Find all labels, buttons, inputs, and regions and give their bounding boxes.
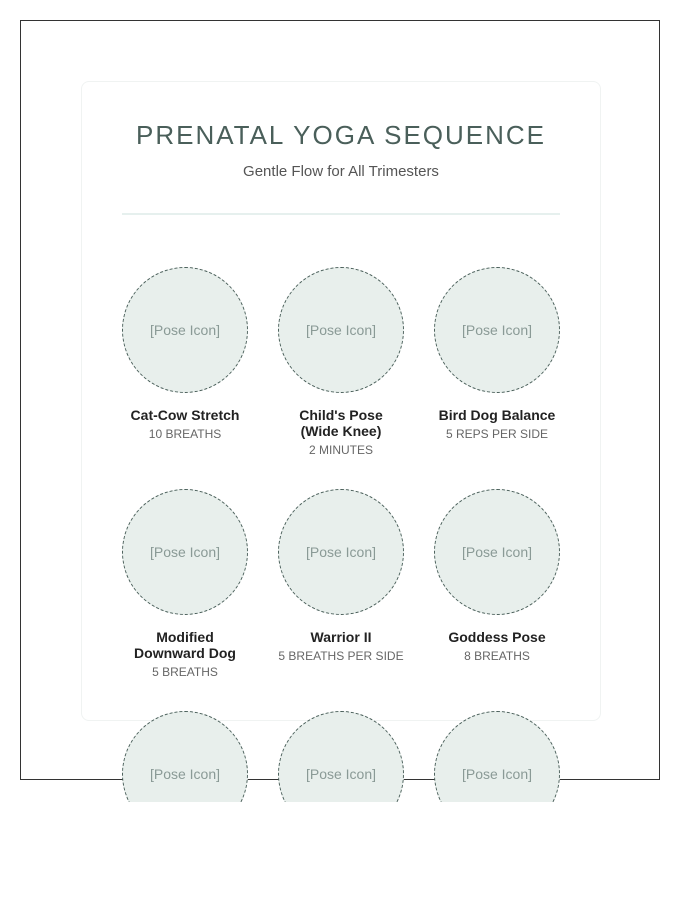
page-title: PRENATAL YOGA SEQUENCE <box>135 120 547 150</box>
pose-detail: 10 BREATHS <box>148 427 222 441</box>
pose-icon-placeholder: [Pose Icon] <box>278 711 404 802</box>
pose-name <box>271 629 411 664</box>
pose-name <box>271 407 411 458</box>
pose-detail: 8 BREATHS <box>464 649 530 663</box>
pose-detail: 2 MINUTES <box>308 443 373 457</box>
pose-icon-placeholder: [Pose Icon] <box>278 267 404 393</box>
pose-name-text: Bird Dog Balance <box>438 407 556 423</box>
pose-detail: 5 BREATHS PER SIDE <box>278 649 404 663</box>
pose-icon-placeholder: [Pose Icon] <box>434 267 560 393</box>
pose-name-text: Modified Downward Dog <box>134 629 236 661</box>
divider <box>122 213 560 215</box>
pose-icon-placeholder: [Pose Icon] <box>122 267 248 393</box>
pose-icon-placeholder: [Pose Icon] <box>122 711 248 802</box>
pose-icon-placeholder: [Pose Icon] <box>434 489 560 615</box>
pose-name-text: Goddess Pose <box>448 629 546 645</box>
pose-icon-placeholder: [Pose Icon] <box>278 489 404 615</box>
pose-name-text: Warrior II <box>310 629 372 645</box>
pose-name <box>115 629 255 680</box>
page-subtitle: Gentle Flow for All Trimesters <box>243 163 439 180</box>
pose-name <box>115 407 255 442</box>
pose-name <box>427 407 567 442</box>
pose-name <box>427 629 567 664</box>
pose-icon-placeholder: [Pose Icon] <box>434 711 560 802</box>
pose-detail: 5 BREATHS <box>152 665 218 679</box>
pose-icon-placeholder: [Pose Icon] <box>122 489 248 615</box>
pose-name-text: Cat-Cow Stretch <box>130 407 240 423</box>
pose-name-text: Child's Pose (Wide Knee) <box>299 407 383 439</box>
pose-detail: 5 REPS PER SIDE <box>445 427 549 441</box>
